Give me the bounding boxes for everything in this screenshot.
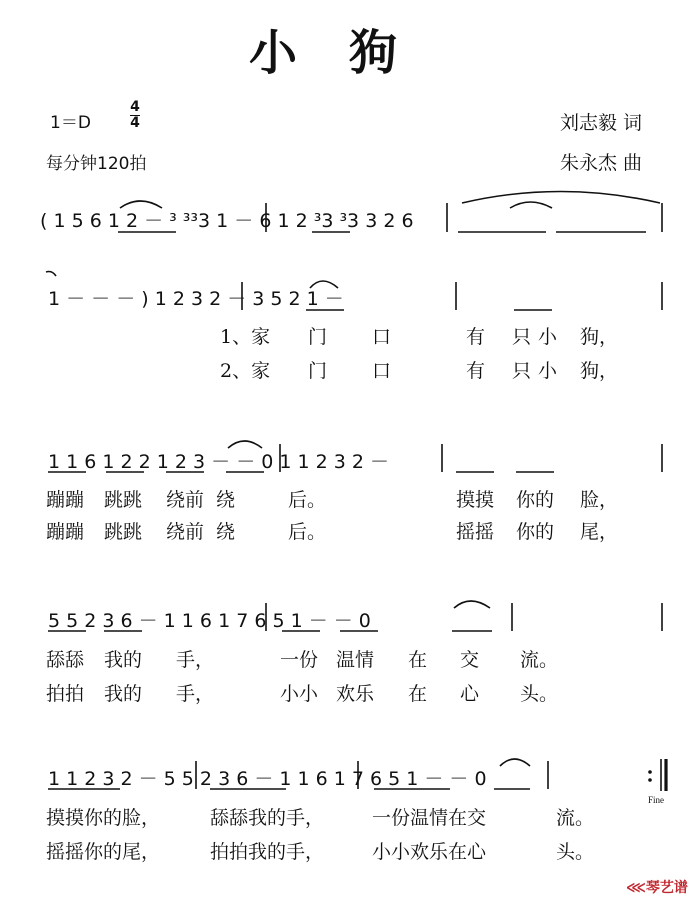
repeat-dot [648,770,652,774]
time-sig-top: 4 [130,99,140,115]
lyric-v1-r4-2: 舔舔我的手， [210,807,325,829]
time-sig-bottom: 4 [130,115,140,131]
slur [454,601,490,608]
lyric-v1-r1-6: 小 [538,326,558,348]
lyric-v2-r3-1: 拍拍 [46,683,85,705]
lyric-v1-r2-7: 你的 [516,489,555,511]
slur [310,281,338,288]
key-signature: 1＝D [50,113,91,133]
lyric-v2-r2-2: 跳跳 [104,521,143,543]
lyric-v2-r3-6: 在 [408,683,428,705]
lyric-v1-r2-2: 跳跳 [104,489,143,511]
lyric-v1-r4-4: 流。 [556,807,595,829]
repeat-dot [648,778,652,782]
lyric-v1-r4-3: 一份温情在交 [372,807,487,829]
lyric-v1-r1-1: 1、家 [220,326,271,348]
lyric-v2-r3-8: 头。 [520,683,559,705]
lyric-v2-r3-2: 我的 [104,683,143,705]
lyric-v1-r3-3: 手， [176,649,215,671]
lyric-v1-r2-1: 蹦蹦 [46,489,85,511]
brand-text: 琴艺谱 [645,880,688,896]
lyric-v1-r2-6: 摸摸 [456,489,495,511]
slur [228,441,262,448]
lyric-v2-r1-1: 2、家 [220,360,271,382]
score-row-2: 1 － － － ) 1 2 3 2 － 3 5 2 1 － [48,288,344,310]
lyric-v1-r1-2: 门 [308,326,328,348]
lyric-v1-r2-8: 脸， [580,489,619,511]
lyric-v1-r1-5: 只 [512,326,532,348]
lyric-v1-r2-5: 后。 [288,489,327,511]
lyric-v2-r3-4: 小小 [280,683,319,705]
lyric-v2-r1-6: 小 [538,360,558,382]
score-row-3: 1 1 6 1 2 2 1 2 3 － － 0 1 1 2 3 2 － [48,451,389,473]
lyric-v1-r2-3: 绕前 [166,489,205,511]
lyric-v2-r3-5: 欢乐 [336,683,375,705]
lyric-v1-r2-4: 绕 [216,489,236,511]
lyric-v2-r4-4: 头。 [556,841,595,863]
lyric-v2-r1-2: 门 [308,360,328,382]
brand-logo-icon: ⋘ [626,880,646,896]
lyricist-credit: 刘志毅 词 [560,112,643,134]
slur [510,202,552,208]
page-title: 小狗 [248,25,449,81]
lyric-v2-r2-1: 蹦蹦 [46,521,85,543]
score-row-4: 5 5 2 3 6 － 1 1 6 1 7 6 5 1 － － 0 [48,610,371,632]
lyric-v2-r1-4: 有 [466,360,486,382]
lyric-v2-r2-8: 尾， [580,521,619,543]
lyric-v1-r1-4: 有 [466,326,486,348]
slur [462,192,660,204]
fine-marking: Fine [648,795,665,805]
lyric-v2-r2-4: 绕 [216,521,236,543]
composer-credit: 朱永杰 曲 [560,152,643,174]
lyric-v2-r4-1: 摇摇你的尾， [46,841,161,863]
slur [500,759,530,766]
slur [46,272,56,277]
lyric-v1-r3-2: 我的 [104,649,143,671]
slur [120,201,162,208]
lyric-v1-r4-1: 摸摸你的脸， [46,807,161,829]
lyric-v2-r4-3: 小小欢乐在心 [372,841,487,863]
score-row-1: ( 1 5 6 1 2 － ³ ³³3 1 － 6 1 2 ³3 ³3 3 2 6 [40,210,414,232]
lyric-v1-r3-7: 交 [460,649,480,671]
lyric-v2-r1-7: 狗， [580,360,619,382]
score-row-5: 1 1 2 3 2 － 5 5 2 3 6 － 1 1 6 1 7 6 5 1 － － 0 [48,768,487,790]
lyric-v2-r2-6: 摇摇 [456,521,495,543]
lyric-v2-r1-3: 口 [372,360,392,382]
lyric-v1-r1-7: 狗， [580,326,619,348]
lyric-v2-r3-3: 手， [176,683,215,705]
lyric-v1-r3-1: 舔舔 [46,649,85,671]
tempo-marking: 每分钟120拍 [46,154,147,174]
lyric-v2-r2-7: 你的 [516,521,555,543]
lyric-v2-r1-5: 只 [512,360,532,382]
lyric-v2-r2-5: 后。 [288,521,327,543]
lyric-v1-r3-6: 在 [408,649,428,671]
lyric-v2-r3-7: 心 [460,683,480,705]
lyric-v2-r2-3: 绕前 [166,521,205,543]
lyric-v1-r3-5: 温情 [336,649,375,671]
lyric-v1-r3-4: 一份 [280,649,319,671]
lyric-v1-r1-3: 口 [372,326,392,348]
lyric-v2-r4-2: 拍拍我的手， [210,841,325,863]
lyric-v1-r3-8: 流。 [520,649,559,671]
